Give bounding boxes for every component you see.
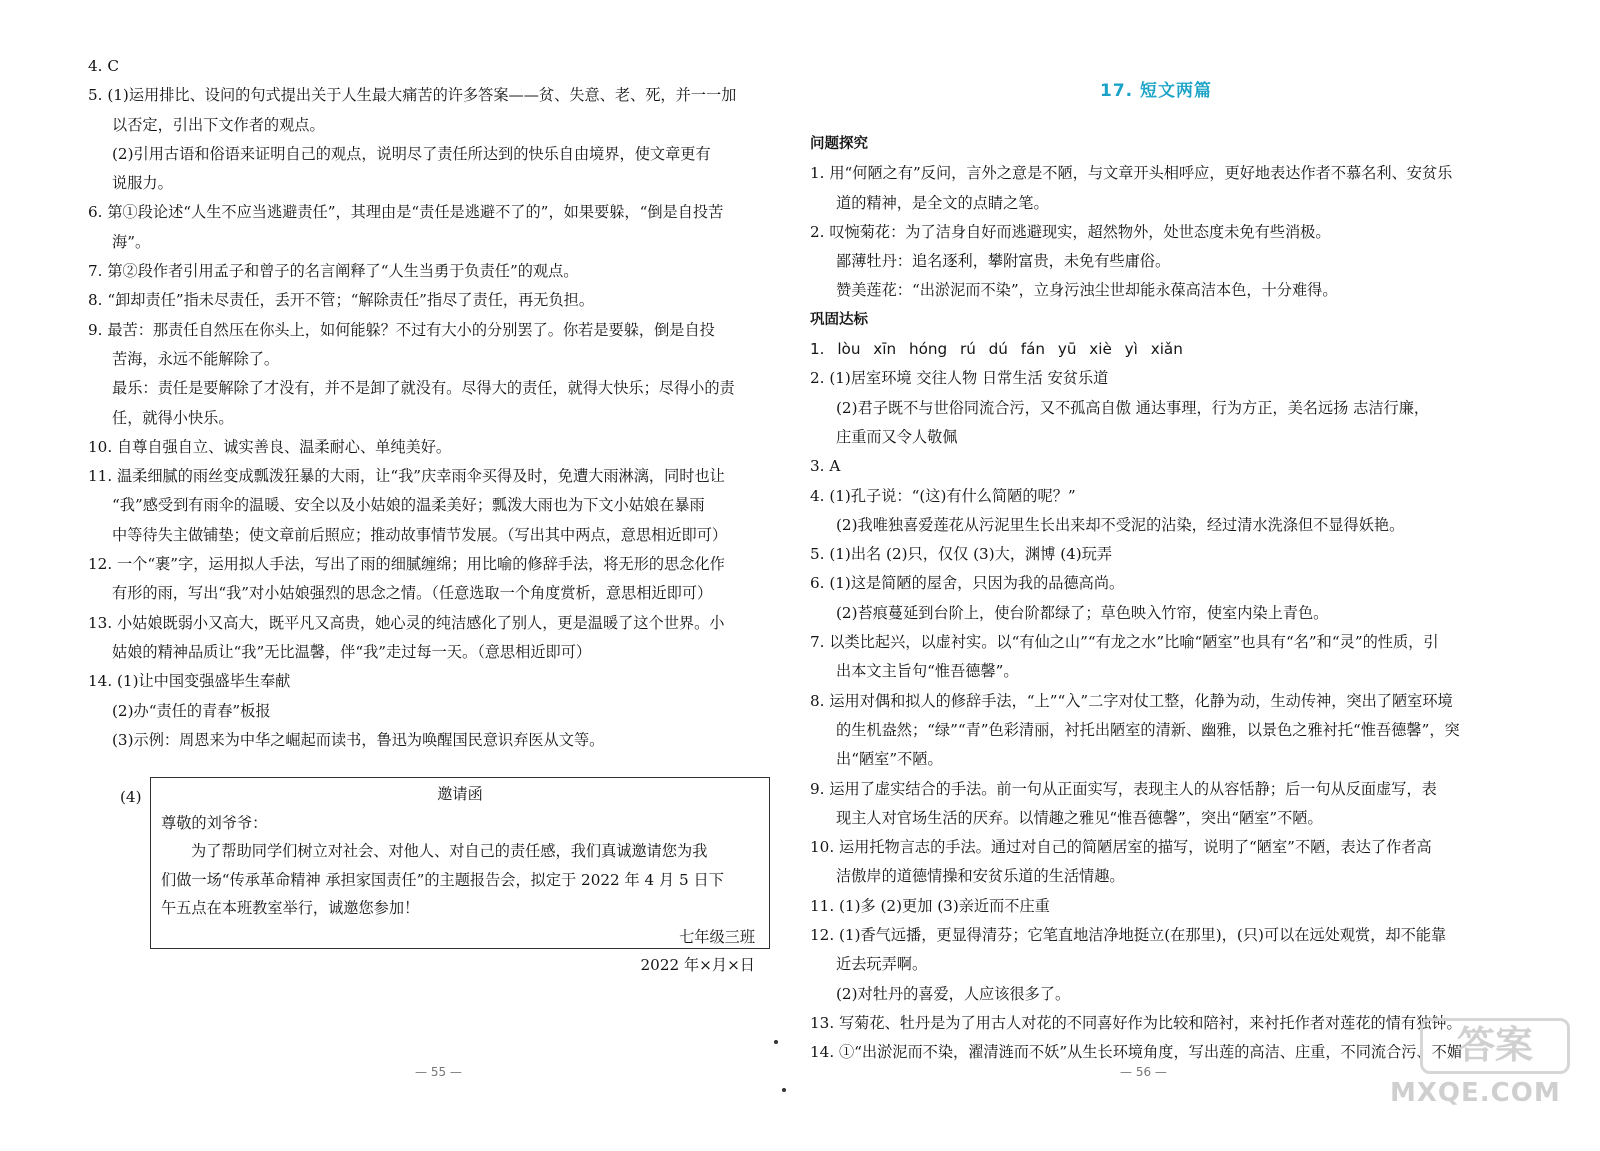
answer-continuation-line: 的生机盎然；“绿”“青”色彩清丽，衬托出陋室的清新、幽雅，以景色之雅衬托“惟吾德馨”，突 xyxy=(836,720,1460,739)
answer-item-line: 14. ①“出淤泥而不染，濯清涟而不妖”从生长环境角度，写出莲的高洁、庄重，不同流合污、不媚 xyxy=(810,1043,1463,1062)
answer-continuation-line: (2)君子既不与世俗同流合污，又不孤高自傲 通达事理，行为方正，美名远扬 志洁行廉， xyxy=(836,398,1430,417)
answer-continuation-line: 道的精神，是全文的点睛之笔。 xyxy=(836,193,1049,212)
answer-item-line: 13. 小姑娘既弱小又高大，既平凡又高贵，她心灵的纯洁感化了别人，更是温暖了这个世界。小 xyxy=(88,613,725,632)
answer-item-line: 10. 自尊自强自立、诚实善良、温柔耐心、单纯美好。 xyxy=(88,437,452,456)
answer-continuation-line: (3)示例：周恩来为中华之崛起而读书，鲁迅为唤醒国民意识弃医从文等。 xyxy=(112,730,605,749)
answer-continuation-line: 鄙薄牡丹：追名逐利，攀附富贵，未免有些庸俗。 xyxy=(836,252,1171,271)
answer-continuation-line: 有形的雨，写出“我”对小姑娘强烈的思念之情。（任意选取一个角度赏析，意思相近即可） xyxy=(112,584,713,603)
answer-continuation-line: (2)对牡丹的喜爱，人应该很多了。 xyxy=(836,984,1071,1003)
answer-continuation-line: 洁傲岸的道德情操和安贫乐道的生活情趣。 xyxy=(836,867,1125,886)
lesson-title: 17. 短文两篇 xyxy=(1100,81,1213,101)
invitation-body-line: 午五点在本班教室举行，诚邀您参加！ xyxy=(161,899,420,917)
answer-item-line: 11. 温柔细腻的雨丝变成瓢泼狂暴的大雨，让“我”庆幸雨伞买得及时，免遭大雨淋漓，同时也让 xyxy=(88,467,725,486)
invitation-body-line: 为了帮助同学们树立对社会、对他人、对自己的责任感，我们真诚邀请您为我 xyxy=(191,842,708,860)
answer-continuation-line: 庄重而又令人敬佩 xyxy=(836,427,958,446)
answer-continuation-line: 说服力。 xyxy=(112,174,173,193)
invitation-signature: 七年级三班 xyxy=(679,927,755,946)
answer-continuation-line: (2)引用古语和俗语来证明自己的观点，说明尽了责任所达到的快乐自由境界，使文章更有 xyxy=(112,144,711,163)
answer-item-line: 9. 最苦：那责任自然压在你头上，如何能躲？不过有大小的分别罢了。你若是要躲，倒是自投 xyxy=(88,320,715,339)
answer-continuation-line: “我”感受到有雨伞的温暖、安全以及小姑娘的温柔美好；瓢泼大雨也为下文小姑娘在暴雨 xyxy=(112,496,705,515)
answer-continuation-line: 赞美莲花：“出淤泥而不染”，立身污浊尘世却能永葆高洁本色，十分难得。 xyxy=(836,281,1338,300)
answer-continuation-line: (2)办“责任的青春”板报 xyxy=(112,701,271,720)
answer-item-line: 10. 运用托物言志的手法。通过对自己的简陋居室的描写，说明了“陋室”不陋，表达了作者高 xyxy=(810,838,1432,857)
watermark-logo: 答案 xyxy=(1420,1018,1570,1074)
answer-item-line: 12. (1)香气远播，更显得清芬；它笔直地洁净地挺立(在那里)，(只)可以在远处观赏，却不能靠 xyxy=(810,926,1447,945)
gutter-dot xyxy=(782,1088,786,1092)
section-heading: 问题探究 xyxy=(810,136,868,152)
page-number-right: — 56 — xyxy=(1120,1065,1167,1079)
page-number-left: — 55 — xyxy=(415,1065,462,1079)
answer-continuation-line: 最乐：责任是要解除了才没有，并不是卸了就没有。尽得大的责任，就得大快乐；尽得小的责 xyxy=(112,379,735,398)
answer-continuation-line: 海”。 xyxy=(112,232,151,251)
answer-continuation-line: 任，就得小快乐。 xyxy=(112,408,234,427)
answer-continuation-line: 苦海，永远不能解除了。 xyxy=(112,349,280,368)
answer-continuation-line: (2)苔痕蔓延到台阶上，使台阶都绿了；草色映入竹帘，使室内染上青色。 xyxy=(836,603,1329,622)
answer-continuation-line: 现主人对官场生活的厌弃。以情趣之雅见“惟吾德馨”，突出“陋室”不陋。 xyxy=(836,808,1323,827)
answer-item-line: 12. 一个“裹”字，运用拟人手法，写出了雨的细腻缠绵；用比喻的修辞手法，将无形的思念化作 xyxy=(88,555,725,574)
watermark-text: MXQE.COM xyxy=(1390,1078,1561,1108)
pinyin-answer-line: 1. lòu xīn hóng rú dú fán yū xiè yì xiǎn xyxy=(810,340,1183,359)
answer-continuation-line: 近去玩弄啊。 xyxy=(836,955,928,974)
invitation-date: 2022 年×月×日 xyxy=(640,956,755,974)
answer-item-line: 11. (1)多 (2)更加 (3)亲近而不庄重 xyxy=(810,896,1050,915)
answer-item-line: 4. (1)孔子说：“(这)有什么简陋的呢？” xyxy=(810,486,1076,505)
answer-continuation-line: 姑娘的精神品质让“我”无比温馨，伴“我”走过每一天。（意思相近即可） xyxy=(112,642,592,661)
answer-item-line: 3. A xyxy=(810,457,841,476)
answer-item-line: 4. C xyxy=(88,57,119,75)
right-page xyxy=(800,0,1600,1151)
answer-item-line: 9. 运用了虚实结合的手法。前一句从正面实写，表现主人的从容恬静；后一句从反面虚写，表 xyxy=(810,779,1437,798)
answer-item-line: 7. 第②段作者引用孟子和曾子的名言阐释了“人生当勇于负责任”的观点。 xyxy=(88,262,579,281)
answer-item-line: 8. 运用对偶和拟人的修辞手法，“上”“入”二字对仗工整，化静为动，生动传神，突出了陋室环境 xyxy=(810,691,1453,710)
answer-item-line: 6. (1)这是简陋的屋舍，只因为我的品德高尚。 xyxy=(810,574,1125,593)
answer-item-line: 5. (1)运用排比、设问的句式提出关于人生最大痛苦的许多答案——贫、失意、老、死，并一一加 xyxy=(88,86,737,105)
answer-item-line: 2. (1)居室环境 交往人物 日常生活 安贫乐道 xyxy=(810,369,1109,388)
answer-item-line: 1. 用“何陋之有”反问，言外之意是不陋，与文章开头相呼应，更好地表达作者不慕名利、安贫乐 xyxy=(810,164,1453,183)
invitation-salutation: 尊敬的刘爷爷： xyxy=(161,813,268,832)
answer-continuation-line: 出“陋室”不陋。 xyxy=(836,750,943,769)
answer-item-line: 7. 以类比起兴，以虚衬实。以“有仙之山”“有龙之水”比喻“陋室”也具有“名”和“灵”的性质，引 xyxy=(810,633,1439,652)
answer-item-line: 14. (1)让中国变强盛毕生奉献 xyxy=(88,672,291,691)
answer-item-line: 6. 第①段论述“人生不应当逃避责任”，其理由是“责任是逃避不了的”，如果要躲，“倒是自投苦 xyxy=(88,203,724,222)
answer-continuation-line: (2)我唯独喜爱莲花从污泥里生长出来却不受泥的沾染，经过清水洗涤但不显得妖艳。 xyxy=(836,515,1405,534)
section-heading: 巩固达标 xyxy=(810,311,868,328)
gutter-dot xyxy=(774,1040,778,1044)
answer-continuation-line: 出本文主旨句“惟吾德馨”。 xyxy=(836,662,1019,681)
invitation-title: 邀请函 xyxy=(437,785,483,803)
invitation-letter-box xyxy=(150,777,770,974)
invitation-item-label: (4) xyxy=(120,788,142,806)
answer-continuation-line: 中等待失主做铺垫；使文章前后照应；推动故事情节发展。（写出其中两点，意思相近即可） xyxy=(112,525,728,544)
answer-item-line: 2. 叹惋菊花：为了洁身自好而逃避现实，超然物外，处世态度未免有些消极。 xyxy=(810,222,1331,241)
invitation-body-line: 们做一场“传承革命精神 承担家国责任”的主题报告会，拟定于 2022 年 4 月 5 日下 xyxy=(161,870,724,889)
answer-item-line: 5. (1)出名 (2)只，仅仅 (3)大，渊博 (4)玩弄 xyxy=(810,545,1113,564)
answer-continuation-line: 以否定，引出下文作者的观点。 xyxy=(112,115,325,134)
answer-item-line: 8. “卸却责任”指未尽责任，丢开不管；“解除责任”指尽了责任，再无负担。 xyxy=(88,291,595,310)
left-answer-column xyxy=(88,52,788,755)
right-answer-column xyxy=(810,130,1482,1068)
invitation-block xyxy=(88,777,778,974)
answer-item-line: 13. 写菊花、牡丹是为了用古人对花的不同喜好作为比较和陪衬，来衬托作者对莲花的情有独钟。 xyxy=(810,1013,1462,1032)
